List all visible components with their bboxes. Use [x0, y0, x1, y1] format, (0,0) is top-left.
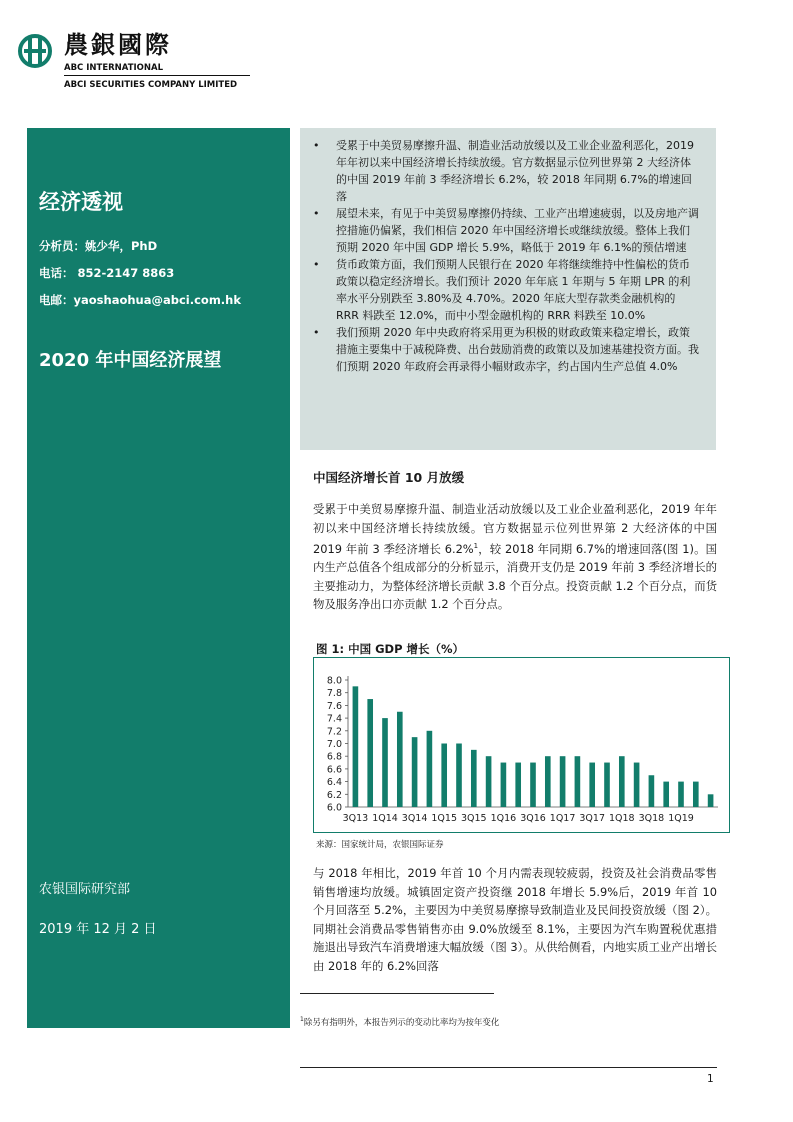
bar-3Q16 — [530, 763, 536, 807]
x-tick-label: 1Q19 — [668, 813, 694, 824]
footnote-ref[interactable]: 1 — [473, 542, 479, 550]
section-title: 中国经济增长首 10 月放缓 — [313, 470, 465, 485]
y-tick-label: 6.4 — [326, 777, 342, 789]
summary-item: • 我们预期 2020 年中央政府将采用更为积极的财政政策来稳定增长，政策措施主要集中于减税降费、出台鼓励消费的政策以及加速基建投资方面。我们预期 2020 年政府会再录得小幅财政赤字，约占国内生产总值 4.0% — [313, 326, 699, 373]
y-tick-label: 6.2 — [326, 789, 342, 801]
y-tick-label: 6.8 — [326, 751, 342, 763]
logo-english-name: ABC INTERNATIONAL — [64, 63, 164, 73]
bar-3Q18 — [649, 775, 655, 807]
logo-chinese-name: 農銀國際 — [64, 30, 172, 59]
bar-1Q17 — [560, 756, 566, 807]
logo-divider — [64, 75, 250, 76]
chart-source: 来源：国家统计局，农银国际证券 — [316, 840, 444, 850]
bar-3Q14 — [412, 737, 418, 807]
footnote-divider — [300, 993, 494, 994]
x-tick-label: 1Q17 — [549, 813, 576, 824]
x-tick-label: 3Q15 — [460, 813, 487, 824]
x-tick-label: 1Q18 — [608, 813, 635, 824]
bar-2Q19 — [693, 782, 699, 807]
bar-2Q18 — [634, 763, 640, 807]
bar-1Q14 — [382, 718, 388, 807]
bar-2Q14 — [397, 712, 403, 807]
paragraph-1: 受累于中美贸易摩擦升温、制造业活动放缓以及工业企业盈利恶化，2019 年年初以来中国经济增长持续放缓。官方数据显示位列世界第 2 大经济体的中国 2019 年前 3 季经济增长 6.2%$^1$，较 2018 年同期 6.7%的增速回落(图 1)。国内生产总值各个组成部分的分析显示，消费开支仍是 2019 年前 3 季经济增长的主要推动力，为整体经济增长贡献 3.8 个百分点。投资贡献 1.2 个百分点，而货物及服务净出口亦贡献 1.2 个百分点。 — [313, 502, 717, 612]
bar-1Q15 — [441, 744, 447, 808]
bar-4Q17 — [604, 763, 610, 807]
bar-3Q13 — [353, 686, 359, 807]
page-number: 1 — [707, 1073, 714, 1085]
bar-4Q13 — [367, 699, 373, 807]
bar-3Q19 — [708, 794, 714, 807]
x-tick-label: 1Q15 — [431, 813, 458, 824]
analyst-phone: 电话： 852-2147 8863 — [39, 266, 175, 280]
logo-company-name: ABCI SECURITIES COMPANY LIMITED — [64, 80, 238, 90]
footer-divider — [300, 1067, 717, 1068]
summary-item: • 展望未来，有见于中美贸易摩擦仍持续、工业产出增速疲弱，以及房地产调控措施仍偏紧，我们相信 2020 年中国经济增长或继续放缓。整体上我们预期 2020 年中国 GDP 增长 5.9%，略低于 2019 年 6.1%的预估增速 — [313, 207, 699, 254]
bar-2Q17 — [575, 756, 581, 807]
y-tick-label: 8.0 — [326, 675, 342, 687]
summary-box — [300, 128, 716, 450]
gdp-growth-chart — [314, 658, 729, 832]
y-tick-label: 6.0 — [326, 802, 342, 814]
bar-3Q17 — [589, 763, 595, 807]
y-tick-label: 7.6 — [326, 700, 342, 712]
abc-logo-icon — [18, 32, 52, 70]
bar-4Q18 — [663, 782, 669, 807]
x-tick-label: 1Q16 — [490, 813, 517, 824]
figure-title: 图 1: 中国 GDP 增长（%） — [316, 642, 465, 656]
sidebar — [27, 128, 290, 1028]
paragraph-2: 与 2018 年相比，2019 年首 10 个月内需表现较疲弱，投资及社会消费品零售销售增速均放缓。城镇固定资产投资继 2018 年增长 5.9%后，2019 年首 10 个月回落至 5.2%，主要因为中美贸易摩擦导致制造业及民间投资放缓（图 2）。同期社会消费品零售销售亦由 9.0%放缓至 8.1%，主要因为汽车购置税优惠措施退出导致汽车消费增速大幅放缓（图 3）。从供给侧看，内地实质工业产出增长由 2018 年的 6.2%回落 — [313, 866, 717, 973]
footnote: $^1$除另有指明外，本报告列示的变动比率均为按年变化 — [300, 1016, 500, 1028]
y-tick-label: 7.4 — [326, 713, 342, 725]
report-title: 2020 年中国经济展望 — [39, 350, 222, 371]
bar-4Q15 — [486, 756, 492, 807]
y-tick-label: 7.2 — [326, 726, 342, 738]
x-tick-label: 1Q14 — [372, 813, 398, 824]
y-tick-label: 6.6 — [326, 764, 342, 776]
bar-4Q16 — [545, 756, 551, 807]
analyst-name: 分析员：姚少华，PhD — [39, 239, 158, 253]
bar-3Q15 — [471, 750, 477, 807]
bar-2Q16 — [515, 763, 521, 807]
bar-1Q18 — [619, 756, 625, 807]
summary-item: • 受累于中美贸易摩擦升温、制造业活动放缓以及工业企业盈利恶化，2019 年年初以来中国经济增长持续放缓。官方数据显示位列世界第 2 大经济体的中国 2019 年前 3 季经济增长 6.2%，较 2018 年同期 6.7%的增速回落 — [313, 139, 694, 203]
department: 农银国际研究部 — [39, 882, 131, 897]
x-tick-label: 3Q14 — [401, 813, 428, 824]
x-tick-label: 3Q13 — [342, 813, 369, 824]
report-category: 经济透视 — [39, 190, 123, 214]
bar-2Q15 — [456, 744, 462, 808]
report-date: 2019 年 12 月 2 日 — [39, 922, 157, 937]
x-tick-label: 3Q17 — [579, 813, 606, 824]
analyst-email[interactable]: 电邮：yaoshaohua@abci.com.hk — [39, 293, 242, 307]
x-tick-label: 3Q16 — [520, 813, 546, 824]
gdp-chart-frame — [313, 657, 730, 833]
bar-4Q14 — [427, 731, 433, 807]
x-tick-label: 3Q18 — [638, 813, 665, 824]
y-tick-label: 7.8 — [326, 688, 342, 700]
summary-item: • 货币政策方面，我们预期人民银行在 2020 年将继续维持中性偏松的货币政策以稳定经济增长。我们预计 2020 年年底 1 年期与 5 年期 LPR 的利率水平分别跌至 3.80%及 4.70%。2020 年底大型存款类金融机构的 RRR 料跌至 12.0%，而中小型金融机构的 RRR 料跌至 10.0% — [313, 258, 691, 322]
bar-1Q19 — [678, 782, 684, 807]
y-tick-label: 7.0 — [326, 739, 342, 750]
bar-1Q16 — [501, 763, 507, 807]
